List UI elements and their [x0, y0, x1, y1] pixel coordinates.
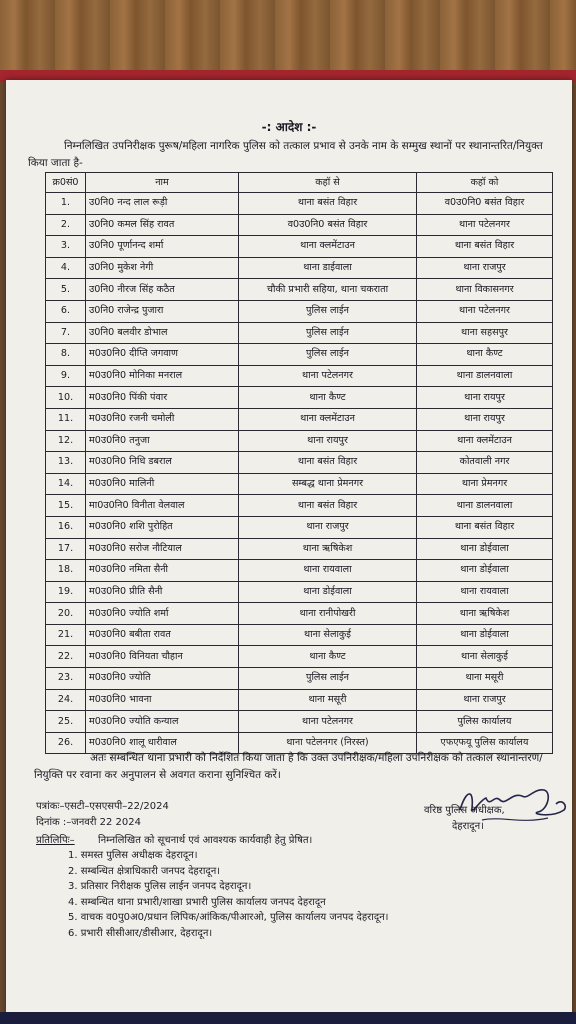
cell-from: थाना पटेलनगर — [239, 711, 417, 733]
table-row — [46, 668, 553, 690]
cell-name: म0उ0नि0 रजनी चमोली — [86, 408, 239, 430]
cell-to: थाना बसंत विहार — [417, 516, 553, 538]
cell-to: कोतवाली नगर — [417, 452, 553, 474]
table-row — [46, 560, 553, 582]
table-row — [46, 236, 553, 258]
cell-name: म0उ0नि0 विनियता चौहान — [86, 646, 239, 668]
cell-to: थाना विकासनगर — [417, 279, 553, 301]
cell-to: थाना रायपुर — [417, 387, 553, 409]
order-title: -: आदेश :- — [261, 120, 317, 134]
cell-from: थाना डोईवाला — [239, 581, 417, 603]
cell-to: थाना ऋषिकेश — [417, 603, 553, 625]
table-row — [46, 473, 553, 495]
cell-serial: 2. — [46, 214, 86, 236]
table-row — [46, 279, 553, 301]
cell-to: थाना डोईवाला — [417, 560, 553, 582]
table-row — [46, 193, 553, 215]
cell-to: थाना मसूरी — [417, 668, 553, 690]
table-row — [46, 689, 553, 711]
cell-to: व0उ0नि0 बसंत विहार — [417, 193, 553, 215]
cell-serial: 12. — [46, 430, 86, 452]
table-body — [46, 193, 553, 754]
cell-name: म0उ0नि0 शशि पुरोहित — [86, 516, 239, 538]
cell-serial: 26. — [46, 732, 86, 754]
table-row — [46, 300, 553, 322]
table-row — [46, 365, 553, 387]
copy-to-label: प्रतिलिपिः– — [36, 835, 75, 846]
cell-from: पुलिस लाईन — [239, 344, 417, 366]
table-row — [46, 581, 553, 603]
cell-name: म0उ0नि0 तनुजा — [86, 430, 239, 452]
cell-to: पुलिस कार्यालय — [417, 711, 553, 733]
copy-to-item: 3. प्रतिसार निरीक्षक पुलिस लाईन जनपद देहरादून। — [68, 881, 252, 892]
cell-name: म0उ0नि0 प्रीति सैनी — [86, 581, 239, 603]
cell-from: सम्बद्ध थाना प्रेमनगर — [239, 473, 417, 495]
cell-from: थाना कैण्ट — [239, 646, 417, 668]
cell-to: थाना सहसपुर — [417, 322, 553, 344]
cell-to: थाना डालनवाला — [417, 365, 553, 387]
cell-serial: 7. — [46, 322, 86, 344]
copy-to-item: 2. सम्बन्धित क्षेत्राधिकारी जनपद देहरादून। — [68, 865, 221, 877]
cell-to: थाना डोईवाला — [417, 624, 553, 646]
cell-serial: 3. — [46, 236, 86, 258]
cell-serial: 15. — [46, 495, 86, 517]
cell-serial: 16. — [46, 516, 86, 538]
cell-from: थाना मसूरी — [239, 689, 417, 711]
cell-name: उ0नि0 नीरज सिंह कठैत — [86, 279, 239, 301]
cell-from: थाना बसंत विहार — [239, 452, 417, 474]
cell-from: व0उ0नि0 बसंत विहार — [239, 214, 417, 236]
cell-name: म0उ0नि0 भावना — [86, 689, 239, 711]
table-row — [46, 214, 553, 236]
header-from: कहॉ से — [239, 173, 417, 193]
cell-from: थाना बसंत विहार — [239, 495, 417, 517]
cell-name: म0उ0नि0 ज्योति शर्मा — [86, 603, 239, 625]
cell-serial: 1. — [46, 193, 86, 215]
cell-name: उ0नि0 राजेन्द्र पुजारा — [86, 300, 239, 322]
cell-from: थाना बसंत विहार — [239, 193, 417, 215]
table-row — [46, 538, 553, 560]
copy-to-list — [68, 848, 388, 941]
cell-to: थाना बसंत विहार — [417, 236, 553, 258]
cell-name: म0उ0नि0 नमिता सैनी — [86, 560, 239, 582]
copy-to-intro: निम्नलिखित को सूचनार्थ एवं आवश्यक कार्यवाही हेतु प्रेषित। — [98, 835, 313, 846]
table-row — [46, 711, 553, 733]
cell-serial: 21. — [46, 624, 86, 646]
signature-place: देहरादून। — [452, 821, 484, 832]
table-row — [46, 624, 553, 646]
copy-to-item: 1. समस्त पुलिस अधीक्षक देहरादून। — [68, 850, 198, 861]
cell-name: मा0उ0नि0 विनीता वेलवाल — [86, 495, 239, 517]
copy-to-item: 4. सम्बन्धित थाना प्रभारी/शाखा प्रभारी पुलिस कार्यालय जनपद देहरादून — [68, 896, 326, 908]
cell-from: थाना डाईवाला — [239, 257, 417, 279]
cell-from: थाना कैण्ट — [239, 387, 417, 409]
cell-to: थाना रायपुर — [417, 408, 553, 430]
cell-serial: 9. — [46, 365, 86, 387]
table-row — [46, 387, 553, 409]
cell-serial: 10. — [46, 387, 86, 409]
cell-from: थाना पटेलनगर — [239, 365, 417, 387]
cell-from: थाना राजपुर — [239, 516, 417, 538]
cell-from: थाना रानीपोखरी — [239, 603, 417, 625]
cell-from: पुलिस लाईन — [239, 300, 417, 322]
table-header-row — [46, 173, 553, 193]
header-to: कहॉ को — [417, 173, 553, 193]
order-date: दिनांक :–जनवरी 22 2024 — [36, 817, 142, 828]
cell-from: थाना पटेलनगर (निरस्त) — [239, 732, 417, 754]
table-row — [46, 344, 553, 366]
table-row — [46, 430, 553, 452]
cell-name: उ0नि0 कमल सिंह रावत — [86, 214, 239, 236]
cell-from: थाना रायवाला — [239, 560, 417, 582]
copy-to-item: 5. वाचक व0पु0अ0/प्रधान लिपिक/आंकिक/पीआरओ, पुलिस कार्यालय जनपद देहरादून। — [68, 912, 389, 923]
cell-serial: 11. — [46, 408, 86, 430]
order-document — [6, 80, 572, 1015]
cell-serial: 24. — [46, 689, 86, 711]
cell-serial: 25. — [46, 711, 86, 733]
cell-serial: 23. — [46, 668, 86, 690]
table-row — [46, 495, 553, 517]
cell-to: थाना डोईवाला — [417, 538, 553, 560]
cell-serial: 22. — [46, 646, 86, 668]
table-row — [46, 646, 553, 668]
header-serial: क्र0सं0 — [46, 173, 86, 193]
cell-to: थाना पटेलनगर — [417, 214, 553, 236]
cell-name: म0उ0नि0 बबीता रावत — [86, 624, 239, 646]
cell-to: एफएफयू पुलिस कार्यालय — [417, 732, 553, 754]
signature-designation: वरिष्ठ पुलिस अधीक्षक, — [424, 805, 505, 816]
cell-from: थाना सेलाकुई — [239, 624, 417, 646]
header-name: नाम — [86, 173, 239, 193]
cell-from: पुलिस लाईन — [239, 668, 417, 690]
order-intro: निम्नलिखित उपनिरीक्षक पुरूष/महिला नागरिक पुलिस को तत्काल प्रभाव से उनके नाम के सम्मुख स्थानों पर स्थानान्तरित/नियुक्त किया जाता है- — [28, 140, 543, 169]
cell-name: म0उ0नि0 शालू धारीवाल — [86, 732, 239, 754]
cell-name: उ0नि0 बलवीर डोभाल — [86, 322, 239, 344]
dark-cloth-background — [0, 1012, 576, 1024]
cell-name: म0उ0नि0 दीप्ति जगवाण — [86, 344, 239, 366]
cell-serial: 19. — [46, 581, 86, 603]
table-row — [46, 408, 553, 430]
table-row — [46, 452, 553, 474]
copy-to-item: 6. प्रभारी सीसीआर/डीसीआर, देहरादून। — [68, 927, 213, 939]
table-row — [46, 603, 553, 625]
cell-serial: 14. — [46, 473, 86, 495]
cell-to: थाना राजपुर — [417, 257, 553, 279]
cell-name: उ0नि0 नन्द लाल रूड़ी — [86, 193, 239, 215]
cell-serial: 6. — [46, 300, 86, 322]
cell-serial: 13. — [46, 452, 86, 474]
reference-number: पत्रांकः–एसटी–एसएसपी–22/2024 — [36, 801, 169, 812]
cell-from: पुलिस लाईन — [239, 322, 417, 344]
cell-name: म0उ0नि0 सरोज नौटियाल — [86, 538, 239, 560]
cell-name: म0उ0नि0 मालिनी — [86, 473, 239, 495]
cell-name: उ0नि0 मुकेश नेगी — [86, 257, 239, 279]
cell-name: म0उ0नि0 ज्योति — [86, 668, 239, 690]
cell-to: थाना रायवाला — [417, 581, 553, 603]
cell-serial: 4. — [46, 257, 86, 279]
cell-name: उ0नि0 पूर्णानन्द शर्मा — [86, 236, 239, 258]
cell-to: थाना पटेलनगर — [417, 300, 553, 322]
cell-name: म0उ0नि0 निधि डबराल — [86, 452, 239, 474]
cell-name: म0उ0नि0 पिंकी पंवार — [86, 387, 239, 409]
cell-serial: 18. — [46, 560, 86, 582]
cell-from: थाना रायपुर — [239, 430, 417, 452]
cell-from: थाना क्लमेंटाउन — [239, 236, 417, 258]
table-row — [46, 516, 553, 538]
wooden-background — [0, 0, 576, 78]
cell-to: थाना डालनवाला — [417, 495, 553, 517]
cell-from: थाना क्लमेंटाउन — [239, 408, 417, 430]
cell-serial: 20. — [46, 603, 86, 625]
cell-from: थाना ऋषिकेश — [239, 538, 417, 560]
cell-to: थाना कैण्ट — [417, 344, 553, 366]
table-row — [46, 322, 553, 344]
cell-from: चौकी प्रभारी सहिया, थाना चकराता — [239, 279, 417, 301]
table-row — [46, 257, 553, 279]
closing-paragraph: अतः सम्बन्धित थाना प्रभारी को निर्देशित किया जाता है कि उक्त उपनिरीक्षक/महिला उपनिरीक्षक को तत्काल स्थानान्तरण/नियुक्ति पर रवाना कर अनुपालन से अवगत कराना सुनिश्चित करें। — [34, 752, 543, 781]
transfer-table — [45, 172, 553, 754]
cell-to: थाना प्रेमनगर — [417, 473, 553, 495]
cell-to: थाना क्लमेंटाउन — [417, 430, 553, 452]
cell-to: थाना सेलाकुई — [417, 646, 553, 668]
cell-serial: 17. — [46, 538, 86, 560]
cell-to: थाना राजपुर — [417, 689, 553, 711]
cell-name: म0उ0नि0 मोनिका मनराल — [86, 365, 239, 387]
cell-serial: 5. — [46, 279, 86, 301]
cell-name: म0उ0नि0 ज्योति कन्याल — [86, 711, 239, 733]
cell-serial: 8. — [46, 344, 86, 366]
